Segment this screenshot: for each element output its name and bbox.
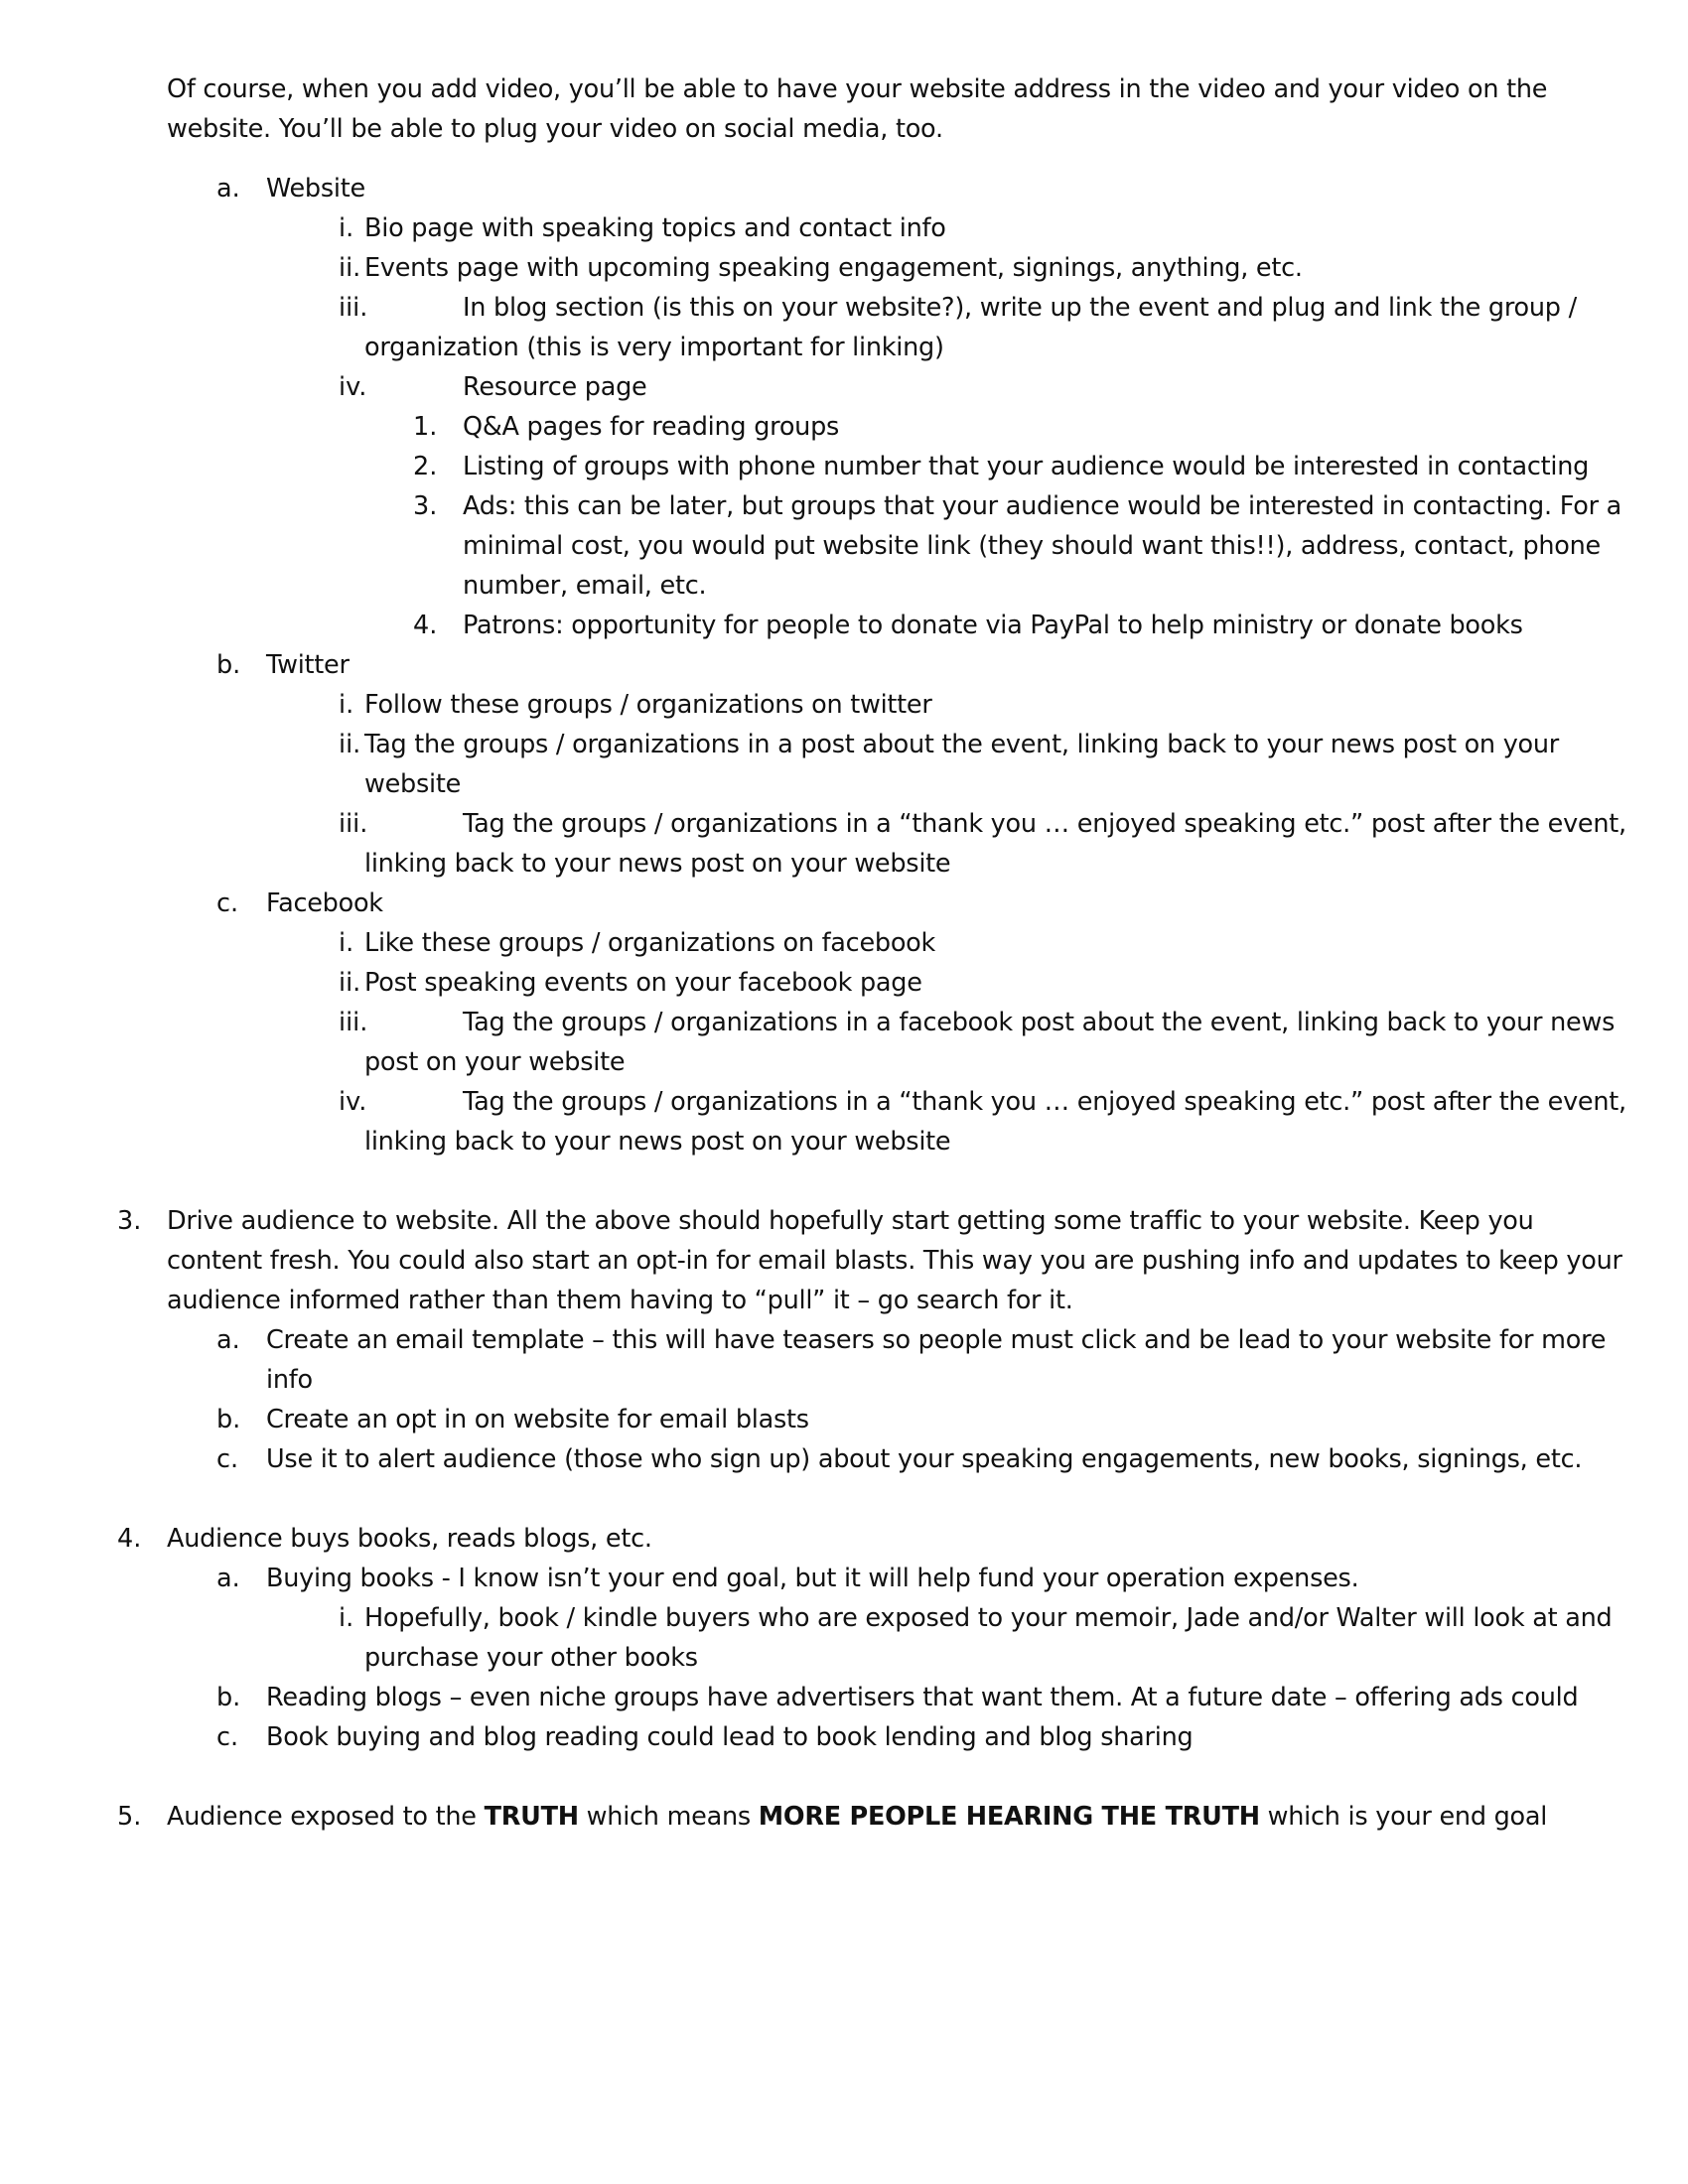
item-3-line-3: audience informed rather than them having to “pull” it – go search for it. bbox=[167, 1286, 1073, 1315]
twitter-item-2-marker: ii. bbox=[339, 730, 361, 759]
website-item-4-marker: iv. bbox=[339, 372, 367, 402]
resource-4-marker: 4. bbox=[413, 611, 438, 640]
website-item-2-marker: ii. bbox=[339, 253, 361, 283]
resource-2: Listing of groups with phone number that your audience would be interested in contacting bbox=[463, 452, 1590, 481]
facebook-item-2: Post speaking events on your facebook page bbox=[364, 968, 922, 998]
item-5-part-5: which is your end goal bbox=[1259, 1802, 1548, 1832]
item-4a-i-marker: i. bbox=[339, 1603, 354, 1633]
item-3a-line-2: info bbox=[266, 1365, 313, 1395]
facebook-item-3-line-1: Tag the groups / organizations in a facebook post about the event, linking back to your news bbox=[463, 1008, 1616, 1037]
website-item-3-line-1: In blog section (is this on your website?), write up the event and plug and link the group / bbox=[463, 293, 1577, 323]
resource-3-marker: 3. bbox=[413, 491, 438, 521]
item-5-part-1: Audience exposed to the bbox=[167, 1802, 485, 1832]
item-4-marker: 4. bbox=[117, 1524, 142, 1554]
twitter-heading: Twitter bbox=[266, 650, 350, 680]
facebook-item-2-marker: ii. bbox=[339, 968, 361, 998]
item-3b: Create an opt in on website for email blasts bbox=[266, 1405, 809, 1434]
twitter-item-1: Follow these groups / organizations on twitter bbox=[364, 690, 932, 720]
twitter-item-2-line-2: website bbox=[364, 769, 462, 799]
website-item-1-marker: i. bbox=[339, 213, 354, 243]
twitter-marker: b. bbox=[216, 650, 241, 680]
website-item-1: Bio page with speaking topics and contact info bbox=[364, 213, 946, 243]
resource-1: Q&A pages for reading groups bbox=[463, 412, 840, 442]
facebook-item-4-marker: iv. bbox=[339, 1087, 367, 1117]
twitter-item-3-line-2: linking back to your news post on your website bbox=[364, 849, 951, 879]
item-3a-line-1: Create an email template – this will have teasers so people must click and be lead to your website for more bbox=[266, 1325, 1607, 1355]
website-item-3-marker: iii. bbox=[339, 293, 368, 323]
resource-3-line-1: Ads: this can be later, but groups that your audience would be interested in contacting. For a bbox=[463, 491, 1622, 521]
item-4a: Buying books - I know isn’t your end goal, but it will help fund your operation expenses. bbox=[266, 1564, 1359, 1593]
item-4c-marker: c. bbox=[216, 1722, 239, 1752]
item-5-marker: 5. bbox=[117, 1802, 142, 1832]
facebook-item-3-line-2: post on your website bbox=[364, 1047, 626, 1077]
twitter-item-1-marker: i. bbox=[339, 690, 354, 720]
resource-3-line-3: number, email, etc. bbox=[463, 571, 707, 601]
item-4b: Reading blogs – even niche groups have advertisers that want them. At a future date – offering ads could bbox=[266, 1683, 1579, 1712]
twitter-item-3-line-1: Tag the groups / organizations in a “thank you … enjoyed speaking etc.” post after the event, bbox=[463, 809, 1626, 839]
item-3a-marker: a. bbox=[216, 1325, 240, 1355]
facebook-item-4-line-2: linking back to your news post on your website bbox=[364, 1127, 951, 1157]
item-3c: Use it to alert audience (those who sign up) about your speaking engagements, new books, signings, etc. bbox=[266, 1444, 1583, 1474]
item-4a-i-line-1: Hopefully, book / kindle buyers who are exposed to your memoir, Jade and/or Walter will look at and bbox=[364, 1603, 1613, 1633]
item-5-truth-emphasis: TRUTH bbox=[484, 1802, 579, 1832]
website-item-4: Resource page bbox=[463, 372, 647, 402]
item-5-text bbox=[167, 1797, 1547, 1837]
website-item-2: Events page with upcoming speaking engagement, signings, anything, etc. bbox=[364, 253, 1303, 283]
item-4-text: Audience buys books, reads blogs, etc. bbox=[167, 1524, 652, 1554]
website-heading: Website bbox=[266, 174, 365, 204]
item-3c-marker: c. bbox=[216, 1444, 239, 1474]
item-4a-i-line-2: purchase your other books bbox=[364, 1643, 698, 1673]
item-5-part-3: which means bbox=[578, 1802, 759, 1832]
intro-line-1: Of course, when you add video, you’ll be able to have your website address in the video and your video on the bbox=[167, 74, 1548, 104]
intro-line-2: website. You’ll be able to plug your video on social media, too. bbox=[167, 114, 943, 144]
item-3-line-2: content fresh. You could also start an opt-in for email blasts. This way you are pushing info and updates to keep your bbox=[167, 1246, 1622, 1276]
twitter-item-3-marker: iii. bbox=[339, 809, 368, 839]
website-item-3-line-2: organization (this is very important for linking) bbox=[364, 333, 944, 362]
facebook-item-1-marker: i. bbox=[339, 928, 354, 958]
website-marker: a. bbox=[216, 174, 240, 204]
facebook-heading: Facebook bbox=[266, 888, 383, 918]
facebook-marker: c. bbox=[216, 888, 239, 918]
item-3-marker: 3. bbox=[117, 1206, 142, 1236]
item-3b-marker: b. bbox=[216, 1405, 241, 1434]
item-5-more-people-emphasis: MORE PEOPLE HEARING THE TRUTH bbox=[758, 1802, 1260, 1832]
item-4c: Book buying and blog reading could lead to book lending and blog sharing bbox=[266, 1722, 1194, 1752]
resource-3-line-2: minimal cost, you would put website link (they should want this!!), address, contact, phone bbox=[463, 531, 1601, 561]
facebook-item-3-marker: iii. bbox=[339, 1008, 368, 1037]
twitter-item-2-line-1: Tag the groups / organizations in a post about the event, linking back to your news post on your bbox=[364, 730, 1560, 759]
item-4b-marker: b. bbox=[216, 1683, 241, 1712]
facebook-item-4-line-1: Tag the groups / organizations in a “thank you … enjoyed speaking etc.” post after the event, bbox=[463, 1087, 1626, 1117]
resource-4: Patrons: opportunity for people to donate via PayPal to help ministry or donate books bbox=[463, 611, 1523, 640]
resource-2-marker: 2. bbox=[413, 452, 438, 481]
facebook-item-1: Like these groups / organizations on facebook bbox=[364, 928, 936, 958]
resource-1-marker: 1. bbox=[413, 412, 438, 442]
item-3-line-1: Drive audience to website. All the above should hopefully start getting some traffic to your website. Keep you bbox=[167, 1206, 1534, 1236]
item-4a-marker: a. bbox=[216, 1564, 240, 1593]
